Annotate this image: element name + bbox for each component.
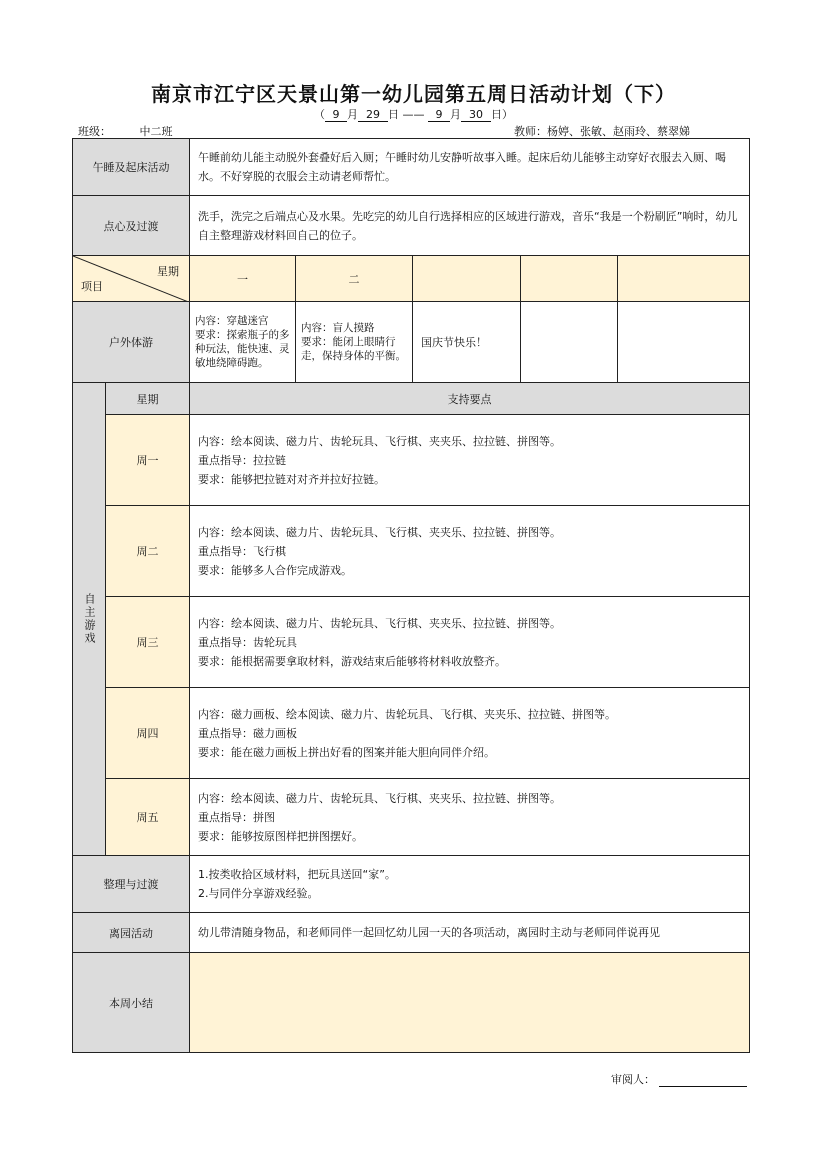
free-play-row-fri (189, 778, 750, 856)
free-play-day-thu: 周四 (105, 687, 190, 779)
month-label-2: 月 (450, 108, 461, 121)
outdoor-tue-req: 要求：能闭上眼睛行走，保持身体的平衡。 (301, 336, 406, 362)
row-focus: 重点指导：拼图 (198, 810, 275, 824)
row-focus: 重点指导：拉拉链 (198, 453, 286, 467)
reviewer-signature-line[interactable] (659, 1074, 747, 1087)
teacher-label: 教师： (514, 125, 547, 138)
tidy-content (189, 855, 750, 913)
teacher-info (514, 123, 690, 139)
free-play-day-tue: 周二 (105, 505, 190, 597)
start-month: 9 (325, 108, 347, 122)
outdoor-mon (189, 301, 296, 383)
date-dash: —— (402, 108, 425, 121)
tidy-label: 整理与过渡 (72, 855, 190, 913)
free-play-row-mon (189, 414, 750, 506)
date-close: 日） (491, 108, 513, 121)
row-content: 内容：绘本阅读、磁力片、齿轮玩具、飞行棋、夹夹乐、拉拉链、拼图等。 (198, 434, 561, 448)
reviewer-label: 审阅人： (611, 1073, 655, 1086)
leave-content: 幼儿带清随身物品，和老师同伴一起回忆幼儿园一天的各项活动，离园时主动与老师同伴说再见 (189, 912, 750, 953)
free-play-row-tue (189, 505, 750, 597)
day-header-tue: 二 (295, 255, 413, 302)
reviewer-signature (611, 1071, 747, 1087)
outdoor-thu (520, 301, 618, 383)
row-requirement: 要求：能够多人合作完成游戏。 (198, 563, 352, 577)
tidy-line-1: 1.按类收拾区域材料，把玩具送回“家”。 (198, 868, 396, 881)
page-title: 南京市江宁区天景山第一幼儿园第五周日活动计划（下） (151, 82, 676, 106)
row-content: 内容：绘本阅读、磁力片、齿轮玩具、飞行棋、夹夹乐、拉拉链、拼图等。 (198, 791, 561, 805)
outdoor-mon-req: 要求：探索瓶子的多种玩法，能快速、灵敏地绕障碍跑。 (195, 329, 290, 369)
nap-label: 午睡及起床活动 (72, 138, 190, 196)
snack-label: 点心及过渡 (72, 195, 190, 256)
day-header-fri (617, 255, 750, 302)
free-play-weekday-header: 星期 (105, 382, 190, 415)
day-header-thu (520, 255, 618, 302)
nap-content: 午睡前幼儿能主动脱外套叠好后入厕；午睡时幼儿安静听故事入睡。起床后幼儿能够主动穿好衣服去入厕、喝水。不好穿脱的衣服会主动请老师帮忙。 (189, 138, 750, 196)
activity-plan-table (72, 138, 750, 1053)
row-requirement: 要求：能在磁力画板上拼出好看的图案并能大胆向同伴介绍。 (198, 745, 495, 759)
free-play-day-mon: 周一 (105, 414, 190, 506)
row-requirement: 要求：能根据需要拿取材料，游戏结束后能够将材料收放整齐。 (198, 654, 506, 668)
date-open: （ (314, 108, 325, 121)
outdoor-tue-content: 内容：盲人摸路 (301, 322, 375, 334)
row-content: 内容：磁力画板、绘本阅读、磁力片、齿轮玩具、飞行棋、夹夹乐、拉拉链、拼图等。 (198, 707, 616, 721)
row-content: 内容：绘本阅读、磁力片、齿轮玩具、飞行棋、夹夹乐、拉拉链、拼图等。 (198, 616, 561, 630)
teacher-value: 杨婷、张敏、赵雨玲、蔡翠娣 (547, 125, 690, 138)
class-label: 班级： (78, 125, 111, 138)
start-day: 29 (358, 108, 388, 122)
row-requirement: 要求：能够按原图样把拼图摆好。 (198, 829, 363, 843)
row-focus: 重点指导：飞行棋 (198, 544, 286, 558)
snack-content: 洗手，洗完之后端点心及水果。先吃完的幼儿自行选择相应的区域进行游戏，音乐“我是一个粉刷匠”响时，幼儿自主整理游戏材料回自己的位子。 (189, 195, 750, 256)
free-play-day-fri: 周五 (105, 778, 190, 856)
day-label-1: 日 (388, 108, 399, 121)
outdoor-label: 户外体游 (72, 301, 190, 383)
tidy-line-2: 2.与同伴分享游戏经验。 (198, 887, 319, 900)
end-day: 30 (461, 108, 491, 122)
free-play-row-thu (189, 687, 750, 779)
free-play-row-wed (189, 596, 750, 688)
row-focus: 重点指导：齿轮玩具 (198, 635, 297, 649)
outdoor-mon-content: 内容：穿越迷宫 (195, 315, 269, 327)
date-range (0, 106, 827, 122)
leave-label: 离园活动 (72, 912, 190, 953)
outdoor-fri (617, 301, 750, 383)
month-label-1: 月 (347, 108, 358, 121)
day-header-mon: 一 (189, 255, 296, 302)
free-play-points-header: 支持要点 (189, 382, 750, 415)
header-corner-cell (72, 255, 190, 302)
row-requirement: 要求：能够把拉链对对齐并拉好拉链。 (198, 472, 385, 486)
free-play-day-wed: 周三 (105, 596, 190, 688)
row-focus: 重点指导：磁力画板 (198, 726, 297, 740)
summary-content[interactable] (189, 952, 750, 1053)
weekday-header-label: 星期 (157, 265, 179, 278)
summary-label: 本周小结 (72, 952, 190, 1053)
class-value: 中二班 (115, 123, 197, 140)
item-header-label: 项目 (81, 280, 103, 293)
free-play-section-label (72, 382, 106, 856)
outdoor-tue (295, 301, 413, 383)
row-content: 内容：绘本阅读、磁力片、齿轮玩具、飞行棋、夹夹乐、拉拉链、拼图等。 (198, 525, 561, 539)
day-header-wed (412, 255, 521, 302)
outdoor-holiday: 国庆节快乐！ (412, 301, 521, 383)
free-play-section-text: 自主游戏 (83, 593, 96, 645)
end-month: 9 (428, 108, 450, 122)
